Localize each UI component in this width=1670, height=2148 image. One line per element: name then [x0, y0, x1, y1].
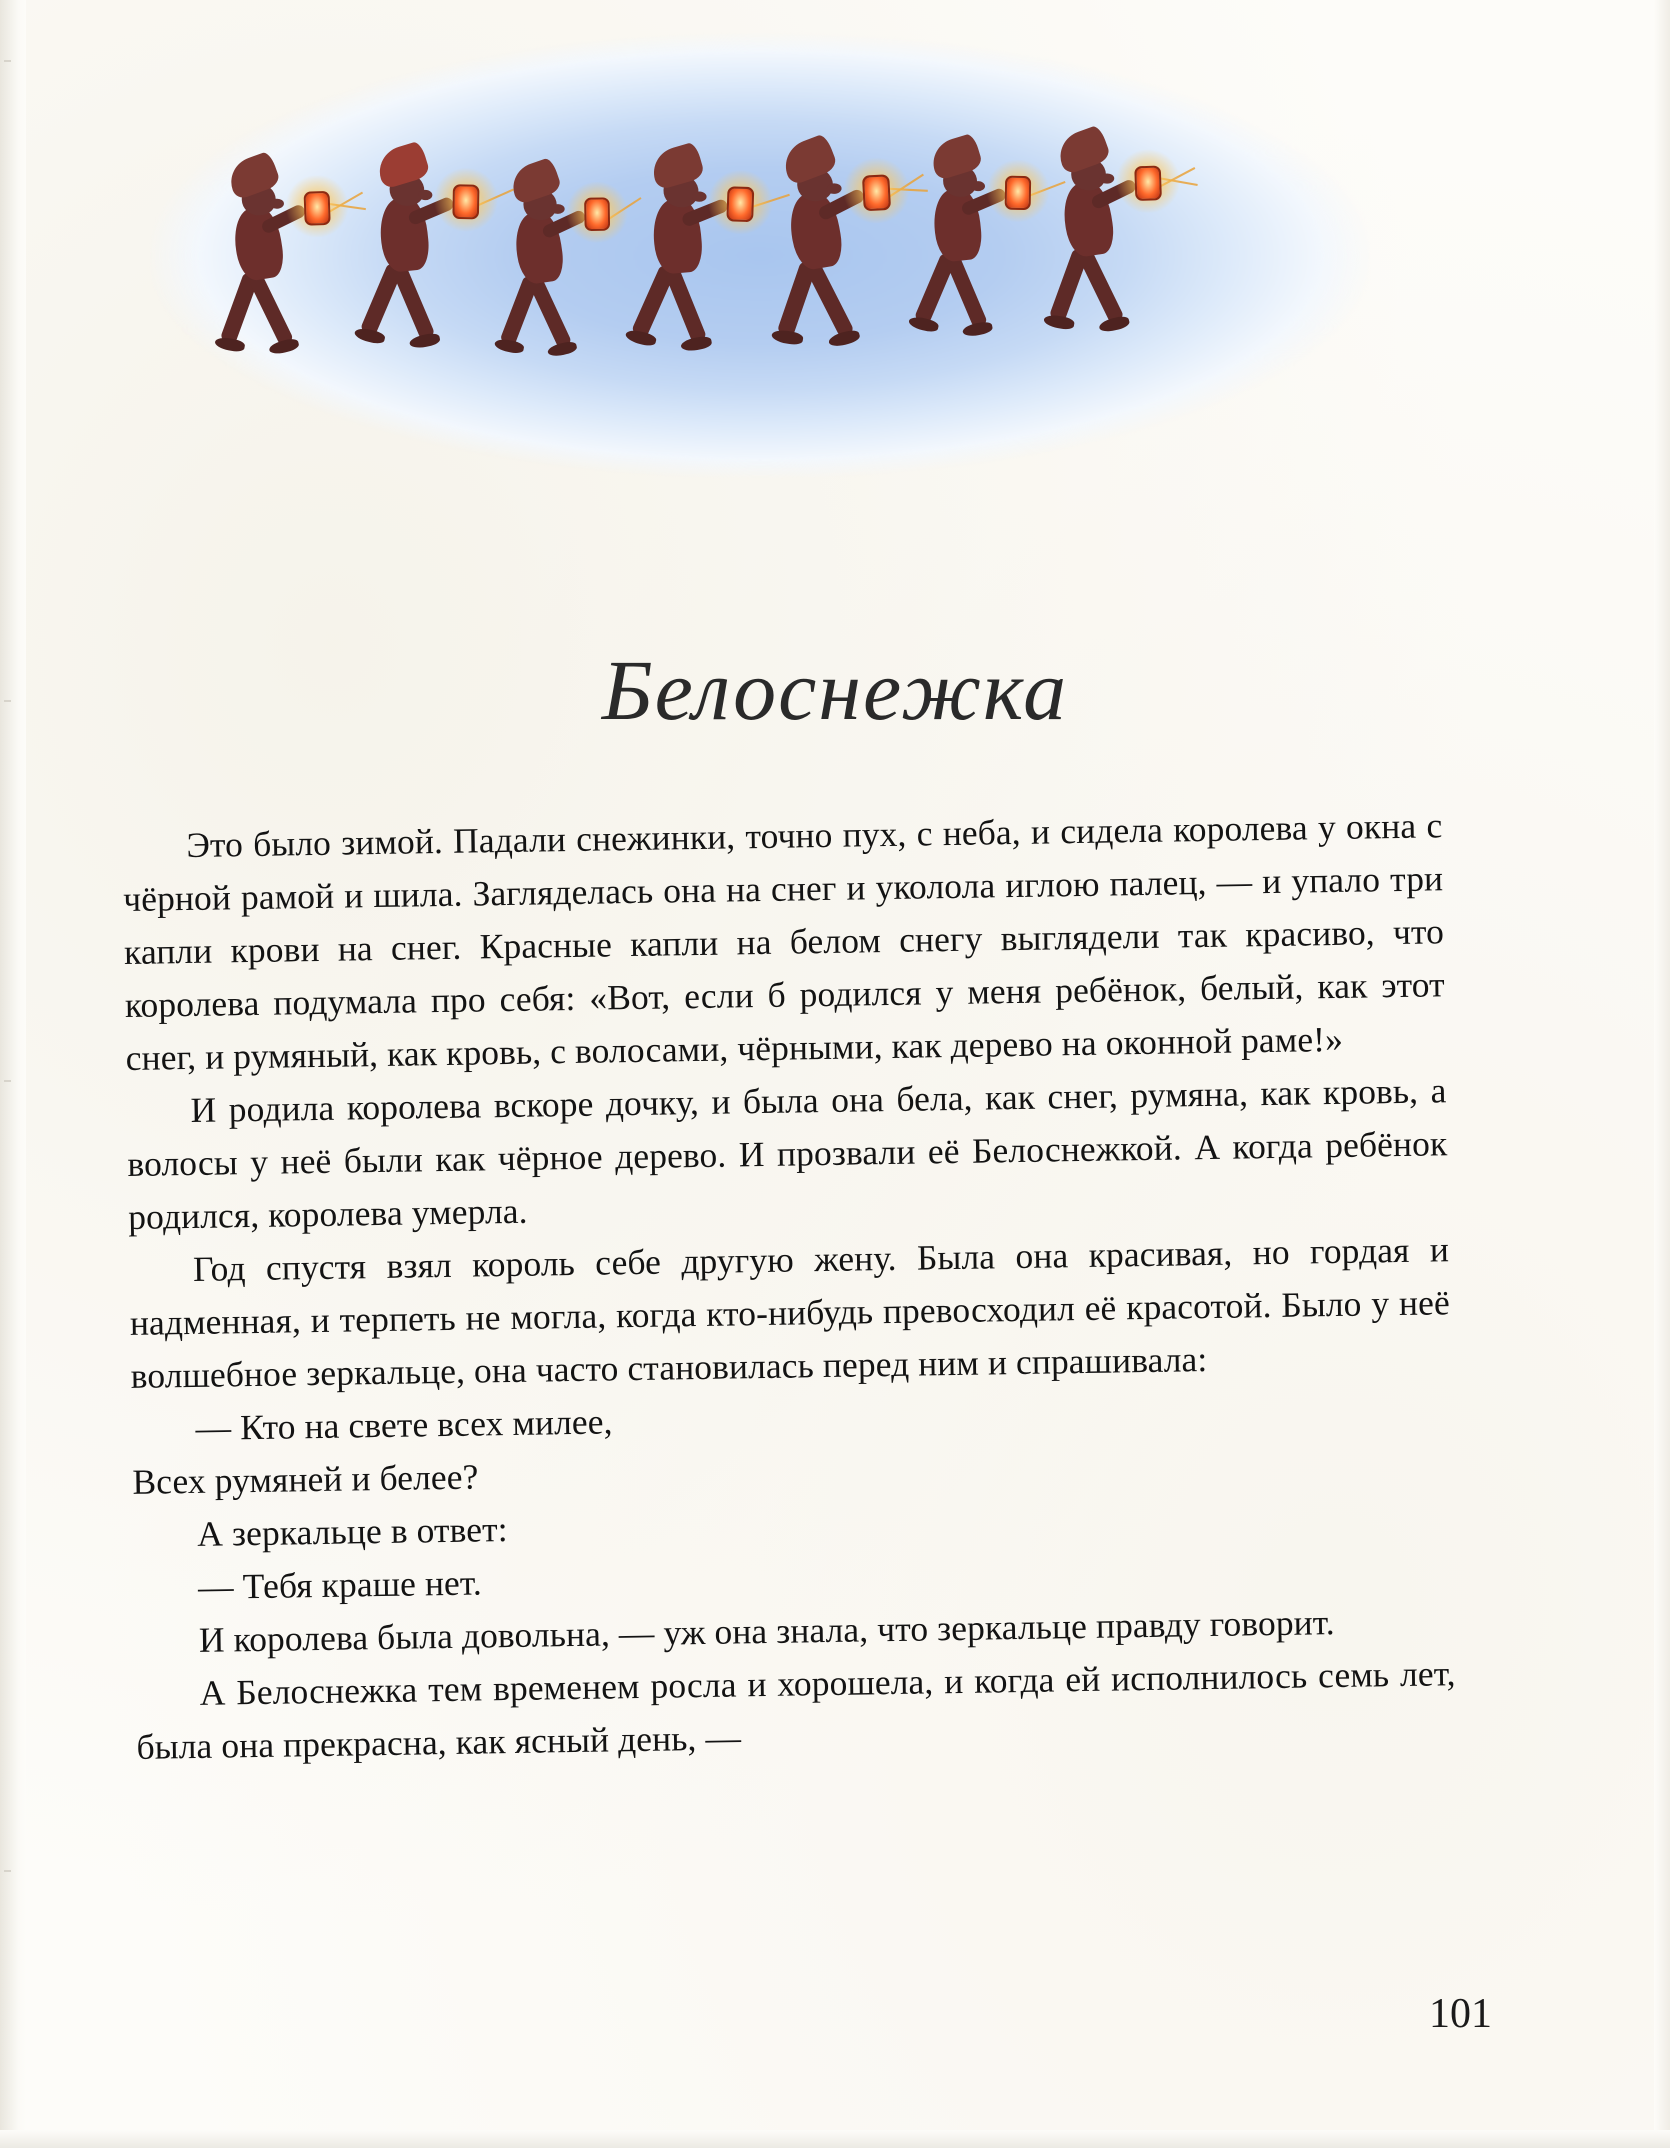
scan-notch [4, 1870, 11, 1872]
dwarf-figure [352, 144, 478, 365]
page-number: 101 [1429, 1991, 1492, 2037]
paragraph: И родила королева вскоре дочку, и была она бела, как снег, румяна, как кровь, а волосы у неё были как чёрное дерево. И прозвали её Белоснежкой. А когда ребёнок родился, королева умерла. [127, 1070, 1448, 1237]
scan-edge-bottom [0, 2130, 1670, 2148]
paragraph: А Белоснежка тем временем росла и хорошела, и когда ей исполнилось семь лет, была она прекрасна, как ясный день, — [136, 1653, 1456, 1767]
scan-edge-left [0, 0, 26, 2148]
paragraph: — Кто на свете всех милее, [195, 1401, 613, 1448]
illustration-background [150, 30, 1370, 510]
dwarf-figure [759, 134, 897, 366]
dwarf-figure [622, 144, 753, 370]
lantern-icon [584, 197, 610, 231]
paragraph: Это было зимой. Падали снежинки, точно пух, с неба, и сидела королева у окна с чёрной рамой и шила. Загляделась она на снег и уколола иглою палец, — и упало три капли крови на снег. Красные капли на белом снегу выглядели так красиво, что королева подумала про себя: «Вот, если б родился у меня ребёнок, белый, как этот снег, и румяный, как кровь, с волосами, чёрными, как дерево на оконной раме!» [122, 805, 1446, 1078]
scan-notch [4, 1080, 11, 1082]
story-body [122, 805, 1456, 1774]
scan-notch [4, 60, 11, 62]
dwarf-figure [489, 160, 610, 373]
paragraph: А зеркальце в ответ: [196, 1509, 508, 1554]
chapter-title: Белоснежка [601, 642, 1069, 738]
dwarf-figure [906, 136, 1030, 353]
lantern-icon [304, 191, 331, 226]
paragraph: — Тебя краше нет. [197, 1562, 483, 1607]
lantern-icon [862, 174, 891, 211]
lantern-icon [1134, 165, 1162, 201]
lantern-icon [452, 184, 479, 219]
paragraph: Всех румяней и белее? [132, 1456, 479, 1502]
chapter-illustration [150, 30, 1370, 510]
lantern-icon [1005, 176, 1032, 210]
paragraph: Год спустя взял король себе другую жену. Была она красивая, но гордая и надменная, и терпеть не могла, когда кто-нибудь превосходил её красотой. Было у неё волшебное зеркальце, она часто становилась перед ним и спрашивала: [129, 1229, 1451, 1396]
dwarf-figure [206, 153, 333, 372]
lantern-icon [726, 186, 754, 222]
paragraph: И королева была довольна, — уж она знала, что зеркальце правду говорит. [198, 1602, 1335, 1660]
dwarf-figure [1035, 127, 1165, 350]
scan-edge-right [1654, 0, 1670, 2148]
